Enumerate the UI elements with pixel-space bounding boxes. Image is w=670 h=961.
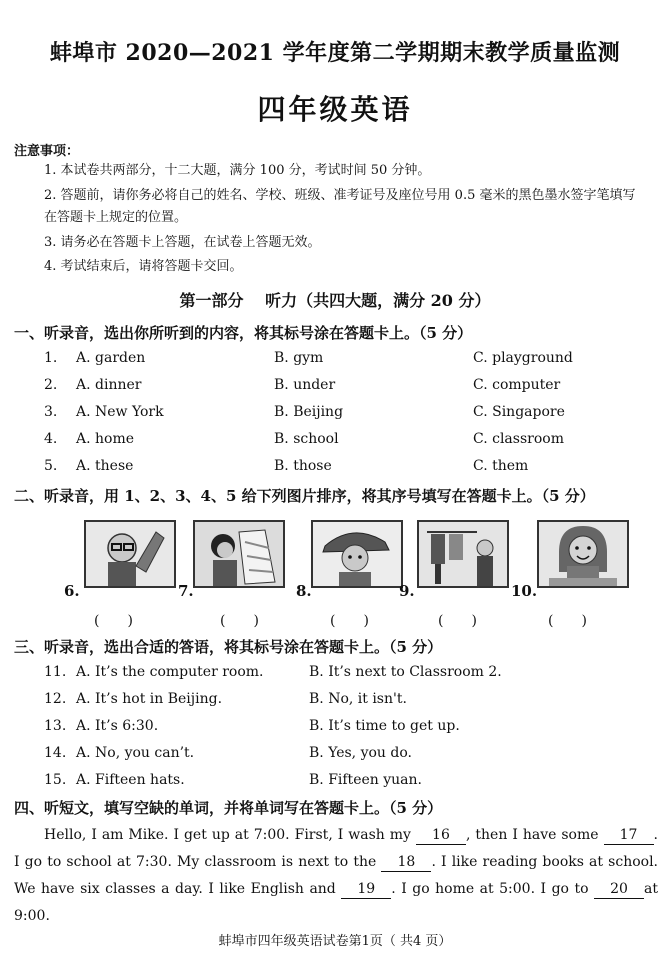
- section-four-heading: 四、听短文，填写空缺的单词，并将单词写在答题卡上。（5 分）: [14, 799, 443, 817]
- question-row: [44, 350, 664, 372]
- exam-subtitle: 四年级英语: [257, 93, 413, 126]
- boy-at-wardrobe-picture: [417, 520, 509, 588]
- option-a: A. these: [76, 458, 134, 474]
- question-number: 3.: [44, 404, 58, 420]
- option-b: B. Fifteen yuan.: [309, 772, 422, 788]
- option-a: A. It’s hot in Beijing.: [76, 691, 223, 707]
- option-c: C. classroom: [473, 431, 564, 447]
- question-number: 4.: [44, 431, 58, 447]
- question-number: 12.: [44, 691, 67, 707]
- option-b: B. It’s time to get up.: [309, 718, 460, 734]
- passage-text: . I go to school at 7:30. My classroom is next to the: [14, 827, 658, 870]
- answer-parentheses: ( ): [330, 613, 369, 629]
- blank-16: 16: [416, 826, 466, 845]
- note-item: 2. 答题前，请你务必将自己的姓名、学校、班级、准考证号及座位号用 0.5 毫米的黑色墨水签字笔填写在答题卡上规定的位置。: [44, 188, 636, 225]
- option-a: A. No, you can’t.: [76, 745, 195, 761]
- option-b: B. under: [274, 377, 336, 393]
- section-three-heading: 三、听录音，选出合适的答语，将其标号涂在答题卡上。（5 分）: [14, 638, 443, 656]
- question-number: 14.: [44, 745, 67, 761]
- option-b: B. No, it isn't.: [309, 691, 407, 707]
- question-number: 11.: [44, 664, 67, 680]
- question-row: [44, 458, 664, 480]
- answer-parentheses: ( ): [438, 613, 477, 629]
- question-row: [44, 718, 664, 740]
- girl-smiling-picture: [537, 520, 629, 588]
- passage-text: at 9:00.: [14, 881, 659, 924]
- question-number: 2.: [44, 377, 58, 393]
- question-number: 13.: [44, 718, 67, 734]
- option-b: B. those: [274, 458, 332, 474]
- option-b: B. Yes, you do.: [309, 745, 412, 761]
- question-row: [44, 431, 664, 453]
- section-two-heading: 二、听录音，用 1、2、3、4、5 给下列图片排序，将其序号填写在答题卡上。（5 分）: [14, 487, 595, 505]
- question-row: [44, 772, 664, 794]
- passage-text: . I go home at 5:00. I go to: [391, 881, 595, 897]
- girl-with-clothes-picture: [193, 520, 285, 588]
- option-b: B. gym: [274, 350, 324, 366]
- part-one-heading: 第一部分 听力（共四大题，满分 20 分）: [179, 291, 491, 310]
- note-item: 1. 本试卷共两部分，十二大题，满分 100 分，考试时间 50 分钟。: [44, 163, 431, 178]
- blank-19: 19: [341, 880, 391, 899]
- option-a: A. garden: [76, 350, 146, 366]
- answer-parentheses: ( ): [94, 613, 133, 629]
- question-row: [44, 691, 664, 713]
- picture-number: 7.: [178, 582, 194, 600]
- question-number: 5.: [44, 458, 58, 474]
- boy-putting-on-hat-picture: [311, 520, 403, 588]
- option-a: A. It’s the computer room.: [76, 664, 264, 680]
- option-a: A. home: [76, 431, 135, 447]
- exam-title: 蚌埠市 2020—2021 学年度第二学期期末教学质量监测: [49, 40, 621, 66]
- answer-parentheses: ( ): [548, 613, 587, 629]
- picture-number: 9.: [399, 582, 415, 600]
- option-c: C. Singapore: [473, 404, 565, 420]
- blank-17: 17: [604, 826, 654, 845]
- passage-text: Hello, I am Mike. I get up at 7:00. First, I wash my: [44, 827, 416, 843]
- option-a: A. New York: [76, 404, 164, 420]
- passage-text: . I like reading books at school. We have six classes a day. I like English and: [14, 854, 658, 897]
- option-c: C. playground: [473, 350, 573, 366]
- cloze-passage: [14, 822, 658, 930]
- question-row: [44, 745, 664, 767]
- page-footer: 蚌埠市四年级英语试卷第1页（ 共4 页）: [218, 934, 452, 949]
- option-a: A. Fifteen hats.: [76, 772, 185, 788]
- question-number: 15.: [44, 772, 67, 788]
- option-c: C. them: [473, 458, 529, 474]
- answer-parentheses: ( ): [220, 613, 259, 629]
- option-a: A. dinner: [76, 377, 142, 393]
- question-row: [44, 377, 664, 399]
- option-b: B. Beijing: [274, 404, 344, 420]
- picture-number: 6.: [64, 582, 80, 600]
- note-item: 4. 考试结束后，请将答题卡交回。: [44, 259, 243, 274]
- blank-18: 18: [381, 853, 431, 872]
- blank-20: 20: [594, 880, 644, 899]
- option-b: B. It’s next to Classroom 2.: [309, 664, 502, 680]
- note-item: 3. 请务必在答题卡上答题，在试卷上答题无效。: [44, 235, 321, 250]
- boy-with-glasses-picture: [84, 520, 176, 588]
- question-row: [44, 664, 664, 686]
- notes-heading: 注意事项：: [14, 144, 80, 159]
- question-row: [44, 404, 664, 426]
- section-one-heading: 一、听录音，选出你所听到的内容，将其标号涂在答题卡上。（5 分）: [14, 324, 473, 342]
- picture-number: 10.: [511, 582, 538, 600]
- passage-text: , then I have some: [465, 827, 604, 843]
- question-number: 1.: [44, 350, 58, 366]
- option-c: C. computer: [473, 377, 561, 393]
- option-a: A. It’s 6:30.: [76, 718, 159, 734]
- option-b: B. school: [274, 431, 339, 447]
- picture-number: 8.: [296, 582, 312, 600]
